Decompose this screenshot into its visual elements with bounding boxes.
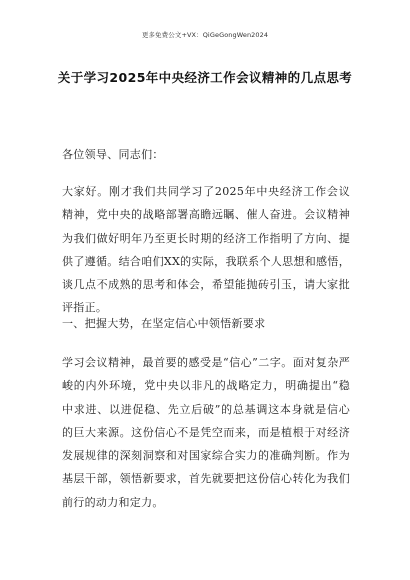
header-note: 更多免费公文+VX：QiGeGongWen2024	[141, 31, 269, 39]
paragraph-2: 学习会议精神，最首要的感受是“信心”二字。面对复杂严峻的内外环境，党中央以非凡的战略定力，明确提出“稳中求进、以进促稳、先立后破”的总基调这本身就是信心的巨大来源。这份信心不是凭空而来，而是植根于对经济发展规律的深刻洞察和对国家综合实力的准确判断。作为基层干部，领悟新要求，首先就要把这份信心转化为我们前行的动力和定力。	[62, 356, 350, 509]
paragraph-1: 大家好。刚才我们共同学习了2025年中央经济工作会议精神，党中央的战略部署高瞻远瞩、催人奋进。会议精神为我们做好明年乃至更长时期的经济工作指明了方向、提供了遵循。结合咱们XX的实际，我联系个人思想和感悟，谈几点不成熟的思考和体会，希望能抛砖引玉，请大家批评指正。	[62, 185, 350, 315]
salutation: 各位领导、同志们：	[62, 148, 164, 161]
section-heading: 一、把握大势，在坚定信心中领悟新要求	[62, 317, 266, 330]
document-title: 关于学习2025年中央经济工作会议精神的几点思考	[57, 70, 353, 85]
